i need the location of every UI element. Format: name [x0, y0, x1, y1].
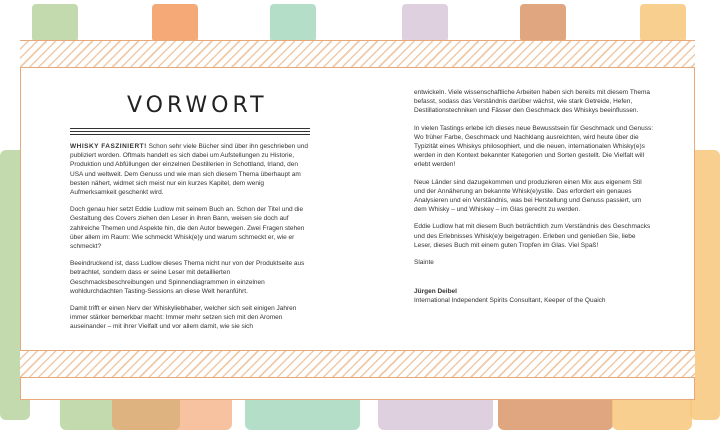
title-rule	[70, 128, 310, 135]
signature-name: Jürgen Deibel	[414, 288, 457, 296]
bottle-neck-green	[32, 4, 78, 42]
left-paragraph-1-text: Schon sehr viele Bücher sind über ihn geschrieben und publiziert worden. Oftmals handelt es sich dabei um Aufstellungen zu Historie, Produktion und Abfüllungen der einzelnen Destillerien in Schottland, Irland, den USA und weltweit. Dem Genuss und wie man sich diesem Thema überhaupt am besten nähert, widmet sich meist nur ein kurzes Kapitel, dem wenig Aufmerksamkeit geschenkt wird.	[70, 143, 308, 197]
right-paragraph-3: Neue Länder sind dazugekommen und produzieren einen Mix aus eigenem Stil und der Annäherung an bekannte Whisk(e)ystile. Das erfordert ein genaues Analysieren und ein Verständnis, was bei Herstellung und Genuss passiert, um dem Whisky – und Whiskey – im Glas gerecht zu werden.	[414, 178, 642, 214]
page-title: VORWORT	[127, 93, 268, 118]
right-paragraph-2: In vielen Tastings erlebe ich dieses neue Bewusstsein für Geschmack und Genuss: Wo früher Farbe, Geschmack und Nachklang ausreichten, wird heute über die Typizität eines Whiskys philosophiert, und die neuen, internationalen Whisky(e)s werden in den Kontext bekannter Kategorien und Sorten gestellt. Die Vielfalt will erlebt werden!	[414, 124, 654, 169]
signature-title: International Independent Spirits Consultant, Keeper of the Quaich	[414, 297, 606, 305]
bottle-neck-yellow	[640, 4, 686, 42]
hatch-band-bottom	[20, 350, 695, 378]
bottle-neck-orange	[152, 4, 198, 42]
hatch-band-top	[20, 40, 695, 68]
left-paragraph-1	[70, 142, 310, 197]
left-column	[70, 142, 310, 340]
bottle-neck-brown	[520, 4, 566, 42]
closing: Slainte	[414, 259, 434, 267]
left-paragraph-4: Damit trifft er einen Nerv der Whiskyliebhaber, welcher sich seit einigen Jahren immer stärker bemerkbar macht: Immer mehr setzen sich mit den Aromen auseinander – mit ihrer Vielfalt und vor allem damit, wie sie sich	[70, 305, 297, 331]
bottle-neck-lilac	[402, 4, 448, 42]
right-paragraph-4: Eddie Ludlow hat mit diesem Buch beträchtlich zum Verständnis des Geschmacks und des Erlebnisses Whisk(e)y beigetragen. Erleben und genießen Sie, liebe Leser, dieses Buch mit einem guten Tropfen im Glas. Viel Spaß!	[414, 223, 651, 249]
left-paragraph-3: Beeindruckend ist, dass Ludlow dieses Thema nicht nur von der Produktseite aus betrachtet, sondern dass er seine Leser mit detaillierten Geschmacksbeschreibungen und Spinnendiagrammen in einzelnen wohldurchdachten Tasting-Sessions an diese Welt heranführt.	[70, 260, 305, 295]
bottle-neck-mint	[270, 4, 316, 42]
left-paragraph-2: Doch genau hier setzt Eddie Ludlow mit seinem Buch an. Schon der Titel und die Gestaltung des Covers ziehen den Leser in ihren Bann, weisen sie doch auf zahlreiche Themen und Aspekte hin, die den Autor bewegen. Zwei Fragen stehen über allem im Raum: Wie schmeckt Whisk(e)y und warum schmeckt er, wie er schmeckt?	[70, 206, 305, 251]
right-paragraph-1: entwickeln. Viele wissenschaftliche Arbeiten haben sich bereits mit diesem Thema befasst, sodass das Verständnis darüber wächst, wie stark Getreide, Hefen, Destillationstechniken und Fässer den Geschmack des Whiskys beeinflussen.	[414, 89, 651, 115]
right-column	[414, 88, 654, 306]
lead-phrase: WHISKY FASZINIERT!	[70, 143, 147, 150]
